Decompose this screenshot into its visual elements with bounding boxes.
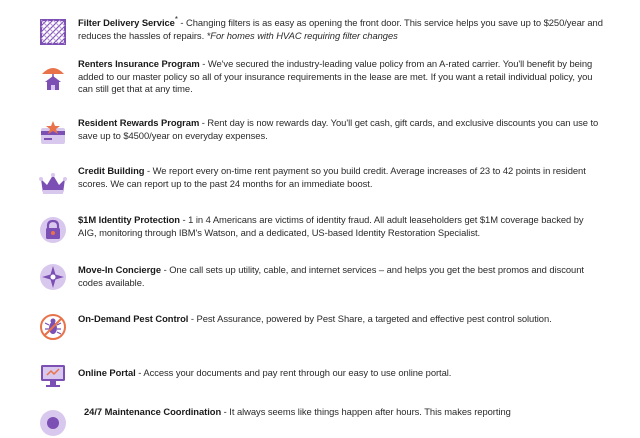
service-title: Filter Delivery Service — [78, 17, 175, 29]
service-text — [78, 117, 603, 142]
service-note: *For homes with HVAC requiring filter changes — [204, 29, 398, 41]
rewards-card-icon — [38, 119, 68, 149]
service-title: On-Demand Pest Control — [78, 313, 189, 324]
service-description: - Access your documents and pay rent through our easy to use online portal. — [135, 367, 452, 378]
service-title: $1M Identity Protection — [78, 214, 180, 225]
service-text — [78, 313, 603, 326]
service-description: - Changing filters is as easy as opening the front door. This service helps you save up to $250/year and reduces the hassles of repairs. — [78, 17, 603, 41]
maintenance-icon — [38, 408, 68, 438]
service-title: Credit Building — [78, 165, 145, 176]
service-description: - We report every on-time rent payment so you build credit. Average increases of 23 to 42 points in resident scores. We can report up to the past 24 months for an immediate boost. — [78, 165, 586, 189]
service-description: - It always seems like things happen after hours. This makes reporting — [221, 406, 511, 417]
concierge-icon — [38, 262, 68, 292]
service-title: Renters Insurance Program — [78, 58, 200, 69]
credit-crown-icon — [38, 169, 68, 199]
service-description: - 1 in 4 Americans are victims of identity fraud. All adult leaseholders get $1M coverage backed by AIG, monitoring through IBM's Watson, and a dedicated, US-based Identity Restoration Specialist. — [78, 214, 584, 238]
service-text — [78, 264, 603, 289]
service-title: Online Portal — [78, 367, 136, 378]
service-text — [78, 14, 603, 42]
identity-lock-icon — [38, 215, 68, 245]
service-text — [78, 58, 603, 96]
service-text — [84, 406, 609, 419]
computer-portal-icon — [38, 360, 68, 390]
service-text — [78, 367, 603, 380]
umbrella-house-icon — [38, 62, 68, 92]
service-text — [78, 165, 603, 190]
service-description: - We've secured the industry-leading value policy from an A-rated carrier. You'll benefit by being added to our master policy so all of your insurance requirements in the lease are met. If you want a retail individual policy, you can still get that at any time. — [78, 58, 593, 95]
service-title: 24/7 Maintenance Coordination — [84, 406, 222, 417]
footnote-mark: * — [174, 15, 178, 24]
service-description: - One call sets up utility, cable, and internet services – and helps you get the best promos and discount codes available. — [78, 264, 584, 288]
service-title: Move-In Concierge — [78, 264, 162, 275]
filter-icon — [38, 17, 68, 47]
service-title: Resident Rewards Program — [78, 117, 200, 128]
service-description: - Pest Assurance, powered by Pest Share, a targeted and effective pest control solution. — [188, 313, 552, 324]
pest-control-icon — [38, 312, 68, 342]
service-description: - Rent day is now rewards day. You'll get cash, gift cards, and exclusive discounts you can use to save up to $4500/year on everyday expenses. — [78, 117, 599, 141]
service-text — [78, 214, 603, 239]
